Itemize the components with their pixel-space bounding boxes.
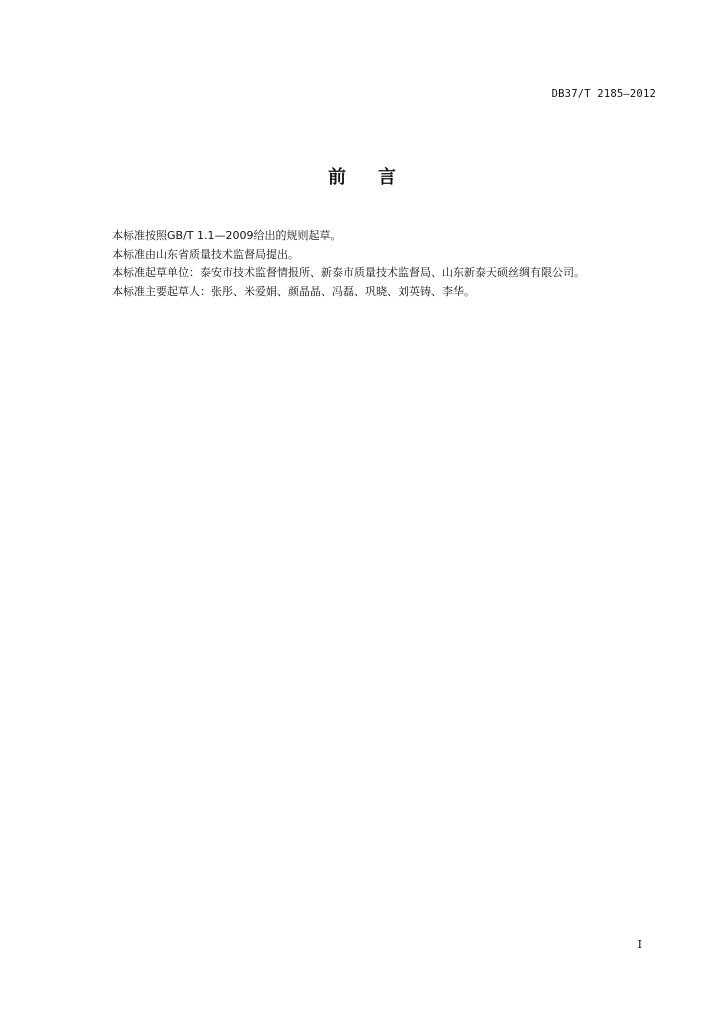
page-number: I: [637, 938, 642, 951]
body-text: [112, 227, 672, 301]
page-title: 前言: [328, 167, 428, 188]
paragraph-drafting-rules: 本标准按照GB/T 1.1—2009给出的规则起草。: [112, 229, 342, 242]
standard-code: DB37/T 2185—2012: [551, 88, 656, 100]
paragraph-main-drafters: 本标准主要起草人：张彤、米爱娟、颜晶晶、冯磊、巩晓、刘英铸、李华。: [112, 284, 475, 298]
paragraph-proposer: 本标准由山东省质量技术监督局提出。: [112, 247, 299, 261]
paragraph-drafting-units: 本标准起草单位：泰安市技术监督情报所、新泰市质量技术监督局、山东新泰天硕丝绸有限公司。: [112, 266, 585, 279]
